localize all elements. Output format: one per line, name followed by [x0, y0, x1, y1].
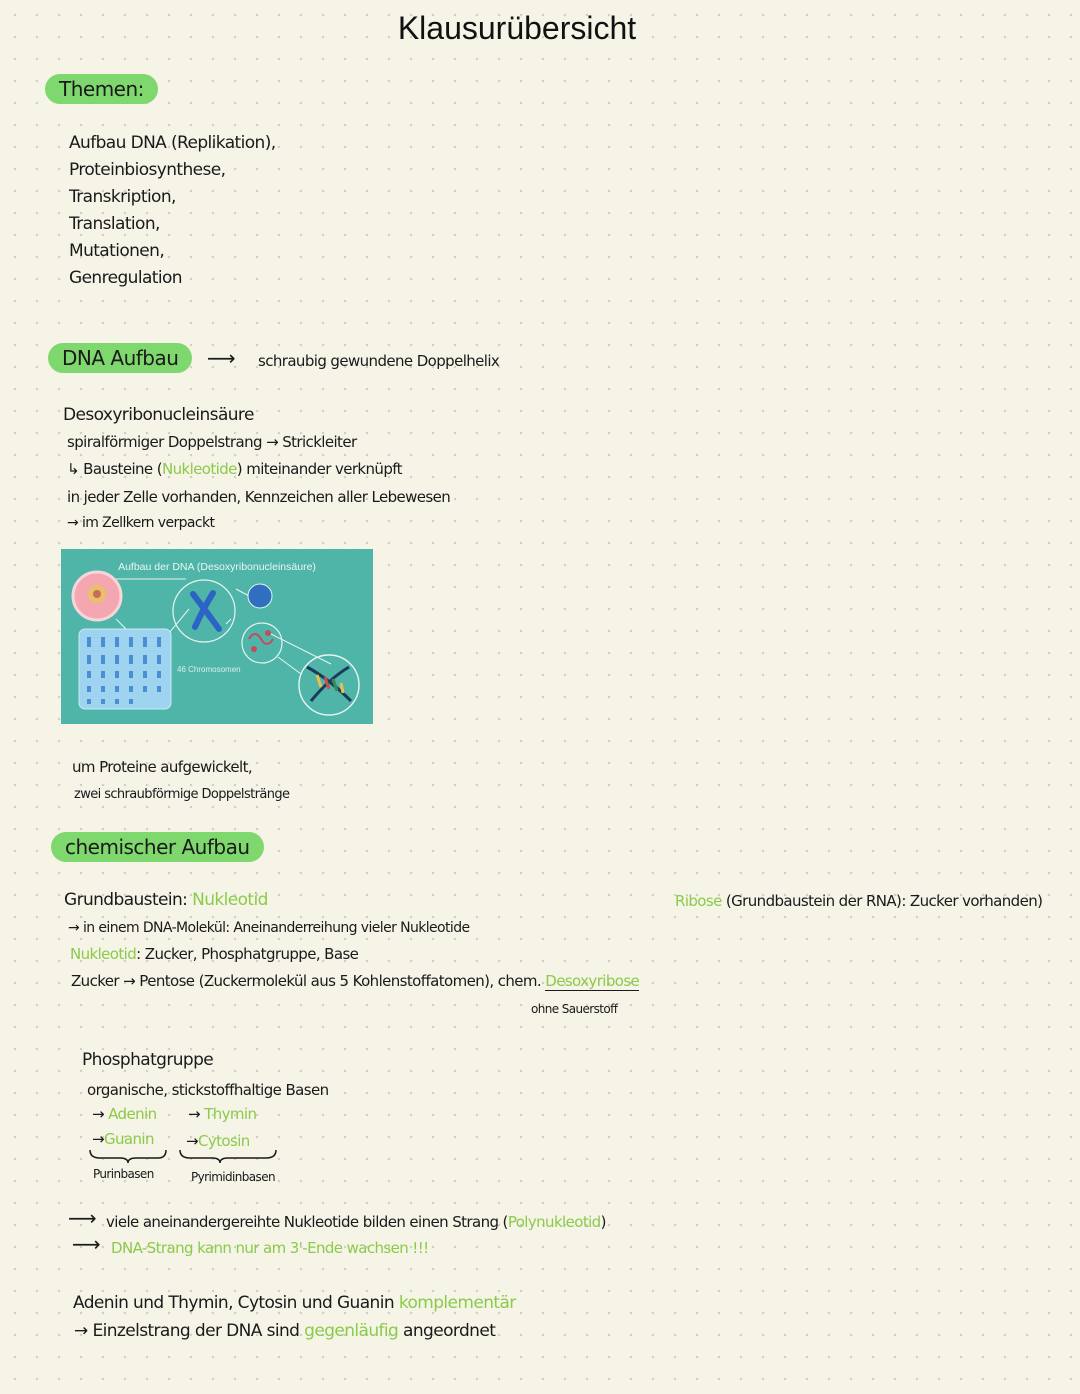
dna-aufbau-heading: DNA Aufbau	[48, 343, 192, 373]
nukleotid-molekuel-line: → in einem DNA-Molekül: Aneinanderreihung vieler Nukleotide	[68, 920, 470, 936]
basen-label: organische, stickstoffhaltige Basen	[87, 1081, 329, 1099]
purinbasen-label: Purinbasen	[93, 1167, 154, 1181]
arrow-icon: ⟶	[72, 1232, 101, 1256]
wachsen-line: DNA-Strang kann nur am 3'-Ende wachsen !!!	[111, 1239, 429, 1257]
base-thymin: → Thymin	[188, 1105, 257, 1123]
themen-item: Mutationen,	[69, 241, 165, 261]
base-adenin: → Adenin	[92, 1105, 157, 1123]
dna-line-4: in jeder Zelle vorhanden, Kennzeichen aller Lebewesen	[67, 488, 451, 506]
dna-line-2: spiralförmiger Doppelstrang → Strickleiter	[67, 433, 357, 451]
dna-line-1: Desoxyribonucleinsäure	[63, 405, 254, 425]
arrow-icon: ⟶	[68, 1206, 97, 1230]
after-line-1: um Proteine aufgewickelt,	[72, 758, 253, 776]
base-guanin: →Guanin	[92, 1130, 154, 1148]
themen-item: Genregulation	[69, 268, 182, 288]
nukleotid-definition: Nukleotid: Zucker, Phosphatgruppe, Base	[70, 945, 359, 963]
page-title: Klausurübersicht	[397, 10, 637, 46]
themen-heading: Themen:	[45, 74, 158, 104]
chromosomes-label: 46 Chromosomen	[177, 665, 241, 674]
gegenlaeufig-line: → Einzelstrang der DNA sind gegenläufig angeordnet	[74, 1321, 496, 1341]
ohne-sauerstoff-note: ohne Sauerstoff	[531, 1002, 618, 1016]
themen-item: Translation,	[69, 214, 160, 234]
themen-item: Proteinbiosynthese,	[69, 160, 226, 180]
strang-line: viele aneinandergereihte Nukleotide bilden einen Strang (Polynukleotid)	[106, 1213, 606, 1231]
grundbaustein-line: Grundbaustein: Nukleotid	[64, 890, 268, 910]
ribose-note: Ribose (Grundbaustein der RNA): Zucker vorhanden)	[675, 892, 1043, 910]
pyrimidinbasen-label: Pyrimidinbasen	[191, 1170, 275, 1184]
chemischer-aufbau-heading: chemischer Aufbau	[51, 832, 264, 862]
brace-lines	[88, 1148, 288, 1164]
themen-item: Transkription,	[69, 187, 176, 207]
zucker-line: Zucker → Pentose (Zuckermolekül aus 5 Kohlenstoffatomen), chem. Desoxyribose	[71, 972, 640, 990]
dna-structure-image	[61, 549, 373, 724]
themen-item: Aufbau DNA (Replikation),	[69, 133, 276, 153]
base-cytosin: →Cytosin	[186, 1132, 250, 1150]
arrow-icon: ⟶	[207, 346, 236, 370]
phosphatgruppe-label: Phosphatgruppe	[82, 1050, 214, 1070]
dna-line-3: ↳ Bausteine (Nukleotide) miteinander verknüpft	[67, 460, 402, 478]
dna-illustration	[61, 549, 373, 724]
komplementaer-line: Adenin und Thymin, Cytosin und Guanin komplementär	[73, 1293, 516, 1313]
dna-description: schraubig gewundene Doppelhelix	[258, 352, 500, 370]
figure-caption: Aufbau der DNA (Desoxyribonucleinsäure)	[118, 561, 316, 573]
after-line-2: zwei schraubförmige Doppelstränge	[74, 787, 290, 802]
dna-line-5: → im Zellkern verpackt	[67, 515, 215, 531]
